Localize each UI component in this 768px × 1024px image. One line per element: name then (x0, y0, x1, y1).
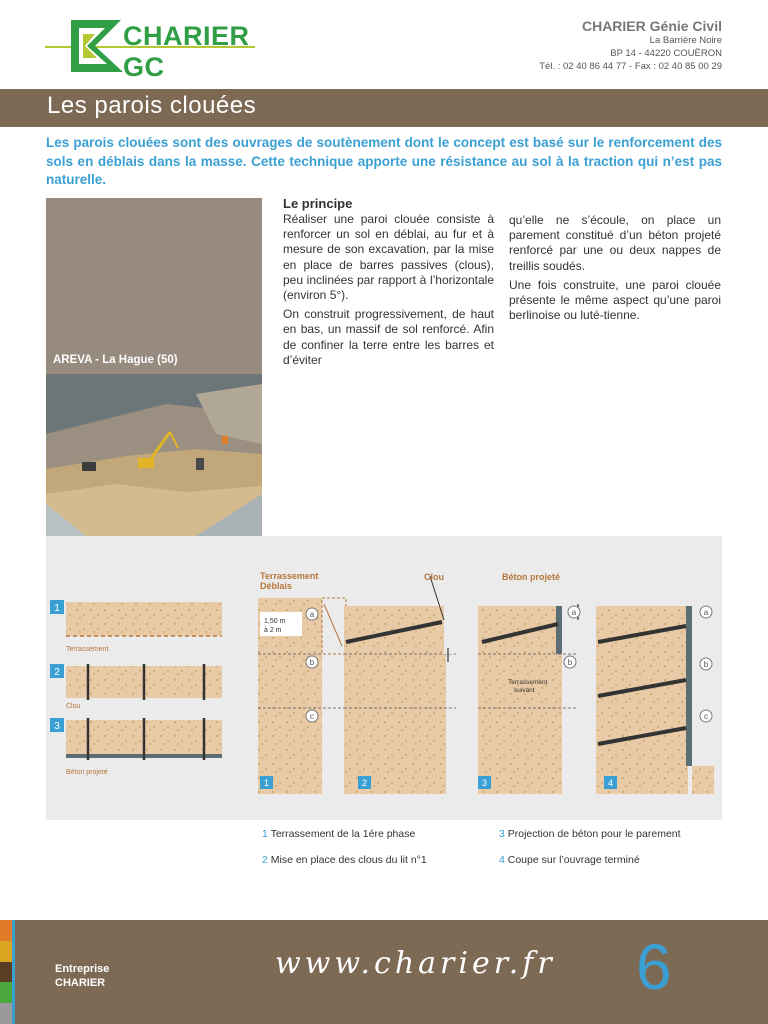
left-label-terrassement: Terrassement (66, 646, 109, 653)
title-band (0, 89, 768, 127)
label-terrassement-suivant: suivant (514, 687, 535, 694)
footer-label-line: Entreprise (55, 963, 110, 975)
section-4 (596, 606, 714, 794)
section-2 (344, 576, 456, 794)
footer (0, 920, 768, 1024)
company-address-block (539, 18, 722, 73)
level-label: b (309, 658, 315, 667)
plan-view-3 (66, 718, 222, 760)
address-line: La Barrière Noire (649, 35, 722, 46)
legend-number: 1 (262, 828, 268, 840)
level-label: a (703, 608, 709, 617)
legend-text: Mise en place des clous du lit n°1 (267, 854, 427, 866)
step-badge-label: 2 (361, 778, 368, 788)
plan-view-2 (66, 664, 222, 700)
intro-paragraph: Les parois clouées sont des ouvrages de soutènement dont le concept est basé sur le renforcement des sols en déblais dans la masse. Cette technique apporte une résistance au sol à la traction qui n’est pas naturelle. (46, 135, 722, 187)
legend-text: Projection de béton pour le parement (504, 828, 681, 840)
construction-diagram (46, 536, 722, 820)
level-label: b (703, 660, 709, 669)
principle-paragraph: On construit progressivement, de haut en bas, un massif de sol renforcé. Afin de confiner la terre entre les barres et d’éviter (283, 307, 494, 367)
label-terrassement: Terrassement (260, 571, 319, 581)
page-number: 6 (636, 931, 672, 1003)
level-label: b (567, 658, 573, 667)
plan-view-1 (66, 602, 222, 636)
level-label: c (310, 712, 314, 721)
logo-mark-icon (65, 18, 127, 74)
height-label: à 2 m (264, 627, 282, 634)
height-label: 1,50 m (264, 618, 286, 625)
principle-paragraph: Réaliser une paroi clouée consiste à renforcer un sol en déblai, au fur et à mesure de son excavation, par la mise en place de barres passives (clous), peu inclinées par rapport à l’horizontale (environ 5°). (283, 212, 494, 303)
legend-item (499, 828, 681, 840)
address-line: BP 14 - 44220 COUËRON (610, 48, 722, 59)
step-badge-label: 2 (54, 667, 60, 678)
step-badge-label: 4 (607, 778, 614, 788)
page-title: Les parois clouées (47, 92, 257, 119)
section-3 (478, 604, 578, 794)
legend-number: 3 (499, 828, 505, 840)
principle-paragraph: Une fois construite, une paroi clouée présente le même aspect qu’une paroi berlinoise ou luté-tienne. (509, 277, 721, 323)
photo-caption-plate (46, 198, 262, 374)
construction-diagram-svg (46, 536, 722, 820)
principle-paragraph: qu’elle ne s’écoule, on place un parement constitué d’un béton projeté renforcé par une ou deux nappes de treillis soudés. (509, 213, 721, 273)
left-step-badges (50, 600, 64, 732)
step-badge-label: 1 (54, 603, 60, 614)
label-deblais: Déblais (260, 581, 293, 591)
photo-caption: AREVA - La Hague (50) (53, 354, 178, 366)
left-label-beton: Béton projeté (66, 769, 108, 776)
legend-text: Coupe sur l’ouvrage terminé (504, 854, 640, 866)
level-label: a (309, 610, 315, 619)
step-badge-label: 3 (54, 721, 60, 732)
step-badge-label: 1 (263, 778, 270, 788)
company-logo (45, 16, 265, 82)
legend-text: Terrassement de la 1ére phase (267, 828, 416, 840)
label-beton-projete: Béton projeté (502, 572, 561, 582)
level-label: c (704, 712, 708, 721)
level-label: a (571, 608, 577, 617)
legend-number: 4 (499, 854, 505, 866)
footer-label-line: CHARIER (55, 977, 106, 989)
step-badge-label: 3 (481, 778, 488, 788)
label-clou: Clou (424, 572, 444, 582)
footer-accent-bar (12, 920, 15, 1024)
footer-company-label (55, 962, 109, 990)
site-photo (46, 374, 262, 536)
left-label-clou: Clou (66, 703, 81, 710)
label-terrassement-suivant: Terrassement (508, 679, 548, 686)
principle-column-2 (509, 213, 721, 327)
legend-number: 2 (262, 854, 268, 866)
company-name: CHARIER Génie Civil (581, 18, 722, 34)
legend-item (262, 854, 427, 866)
logo-text: CHARIER GC (123, 21, 250, 82)
legend-item (262, 828, 415, 840)
legend-item (499, 854, 640, 866)
footer-color-strip (0, 920, 12, 1024)
footer-website-link[interactable]: www.charier.fr (275, 946, 556, 981)
contact-line: Tél. : 02 40 86 44 77 - Fax : 02 40 85 00 29 (539, 61, 722, 72)
site-photo-image (46, 374, 262, 536)
principle-column-1 (283, 196, 494, 372)
principle-heading: Le principe (283, 196, 353, 211)
